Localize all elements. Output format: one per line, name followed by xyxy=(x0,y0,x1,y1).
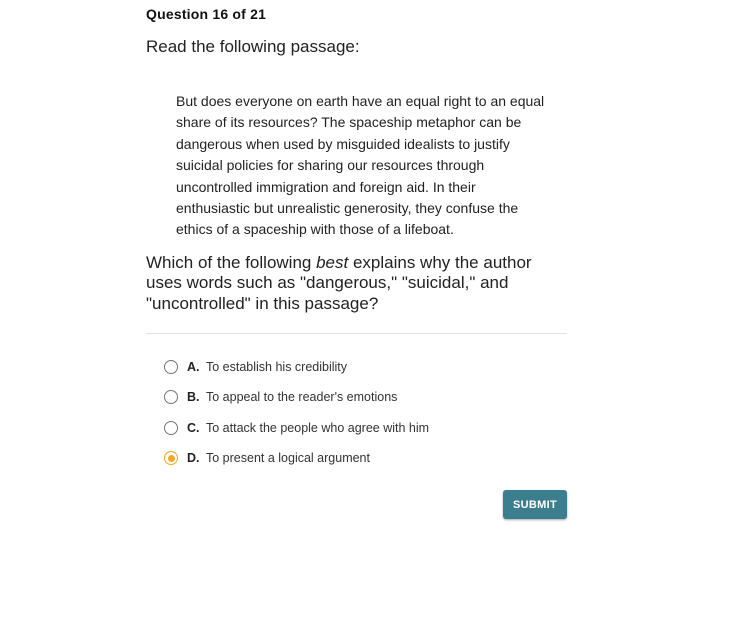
passage-instruction: Read the following passage: xyxy=(146,37,360,56)
choice-c[interactable] xyxy=(164,413,567,444)
choice-text-a: To establish his credibility xyxy=(206,359,348,374)
choice-letter-d: D. xyxy=(187,451,200,466)
radio-c[interactable] xyxy=(164,421,178,435)
question-prompt xyxy=(146,253,567,315)
submit-button[interactable]: SUBMIT xyxy=(503,490,567,519)
question-counter: Question 16 of 21 xyxy=(146,6,267,22)
divider xyxy=(146,333,567,334)
radio-d[interactable] xyxy=(164,451,178,465)
choice-text-d: To present a logical argument xyxy=(206,451,370,466)
radio-a[interactable] xyxy=(164,360,178,374)
choice-letter-c: C. xyxy=(187,420,200,435)
question-prompt-emphasis: best xyxy=(316,252,349,272)
radio-b[interactable] xyxy=(164,390,178,404)
question-prompt-end: explains why the author uses words such as "dangerous," "suicidal," and "uncontrolled" in this passage? xyxy=(146,252,532,313)
choice-letter-b: B. xyxy=(187,390,200,405)
passage-text: But does everyone on earth have an equal right to an equal share of its resources? The spaceship metaphor can be dangerous when used by misguided idealists to justify suicidal policies for sharing our resources through uncontrolled immigration and foreign aid. In their enthusiastic but unrealistic generosity, they confuse the ethics of a spaceship with those of a lifeboat. xyxy=(176,93,545,238)
choice-letter-a: A. xyxy=(187,359,200,374)
choice-text-c: To attack the people who agree with him xyxy=(206,420,430,435)
choice-text-b: To appeal to the reader's emotions xyxy=(206,390,398,405)
question-prompt-start: Which of the following xyxy=(146,252,317,272)
choice-b[interactable] xyxy=(164,382,567,413)
choice-d[interactable] xyxy=(164,443,567,474)
choice-a[interactable] xyxy=(164,351,567,382)
answer-choices xyxy=(164,351,567,473)
question-panel xyxy=(146,0,567,474)
